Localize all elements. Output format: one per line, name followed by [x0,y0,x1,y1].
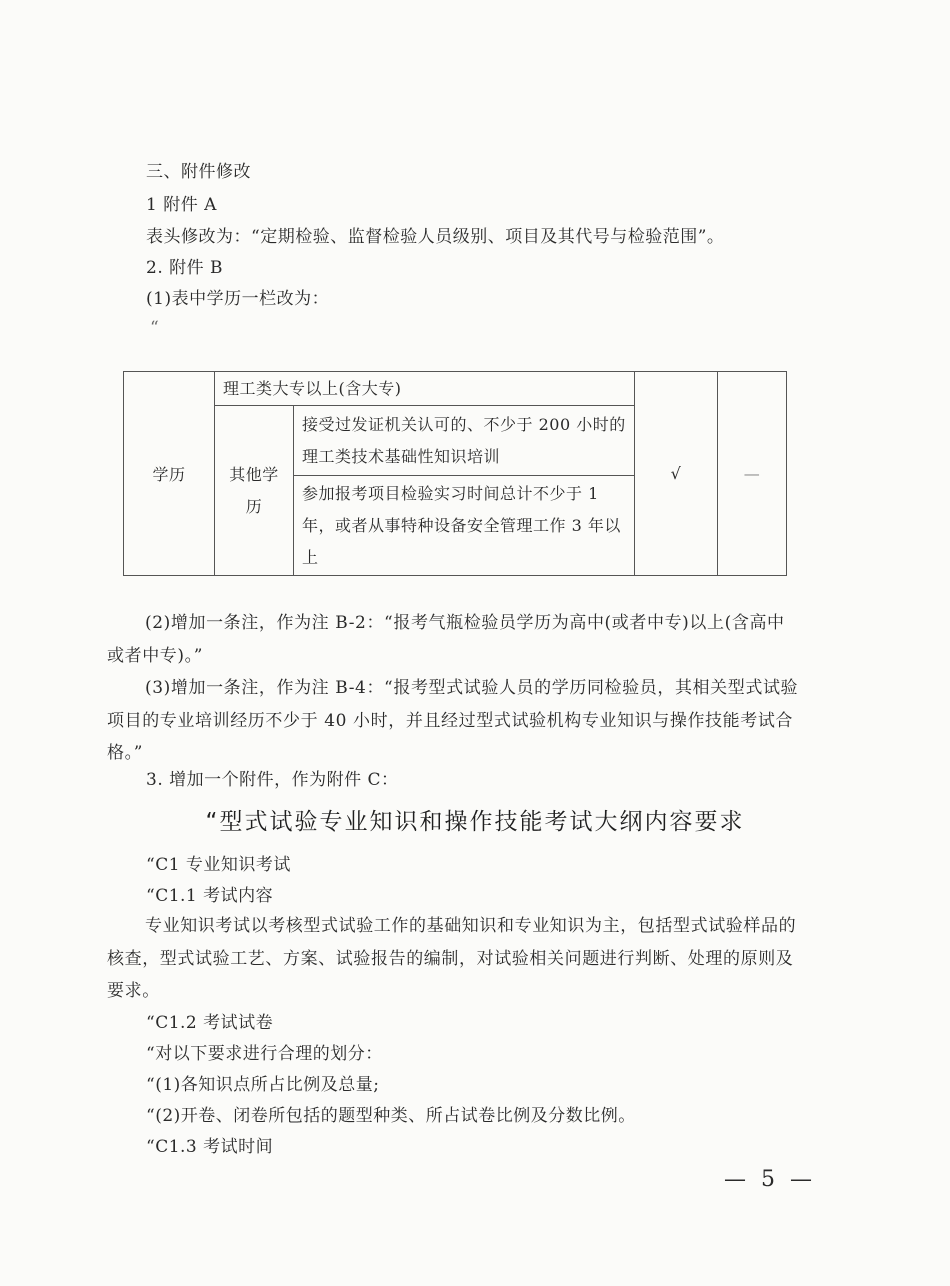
item1-text: 表头修改为：“定期检验、监督检验人员级别、项目及其代号与检验范围”。 [146,227,725,247]
c1-2-item-b: “(2)开卷、闭卷所包括的题型种类、所占试卷比例及分数比例。 [146,1106,636,1126]
appendix-title: “型式试验专业知识和操作技能考试大纲内容要求 [205,809,745,835]
first-option: 理工类大专以上(含大专) [215,372,635,406]
c1-2-intro: “对以下要求进行合理的划分： [146,1044,383,1064]
page-number: — 5 — [724,1167,816,1192]
other-label: 其他学历 [215,406,294,576]
item3: 3. 增加一个附件，作为附件 C： [146,770,399,790]
c1-1-heading: “C1.1 考试内容 [146,886,274,906]
c1-heading: “C1 专业知识考试 [146,855,291,875]
note-3: (3)增加一条注，作为注 B-4：“报考型式试验人员的学历同检验员，其相关型式试验项目的专业培训经历不少于 40 小时，并且经过型式试验机构专业知识与操作技能考试合格。” [107,678,799,763]
c1-2-item-a: “(1)各知识点所占比例及总量; [146,1075,380,1095]
other-item-2: 参加报考项目检验实习时间总计不少于 1 年，或者从事特种设备安全管理工作 3 年以上 [294,476,635,576]
row-label: 学历 [124,372,215,576]
item1-title: 1 附件 A [146,195,217,215]
c1-3-heading: “C1.3 考试时间 [146,1137,274,1157]
c1-2-heading: “C1.2 考试试卷 [146,1013,274,1033]
open-quote: “ [150,318,160,338]
section-heading: 三、附件修改 [146,162,251,182]
c1-1-text: 专业知识考试以考核型式试验工作的基础知识和专业知识为主，包括型式试验样品的核查，型式试验工艺、方案、试验报告的编制，对试验相关问题进行判断、处理的原则及要求。 [107,916,797,1001]
note-2: (2)增加一条注，作为注 B-2：“报考气瓶检验员学历为高中(或者中专)以上(含高中或者中专)。” [107,613,785,666]
item2-sub1: (1)表中学历一栏改为： [146,289,330,309]
dash-mark: — [718,372,787,576]
other-item-1: 接受过发证机关认可的、不少于 200 小时的理工类技术基础性知识培训 [294,406,635,476]
education-table [123,371,787,576]
item2-title: 2. 附件 B [146,258,224,278]
check-mark: √ [635,372,718,576]
